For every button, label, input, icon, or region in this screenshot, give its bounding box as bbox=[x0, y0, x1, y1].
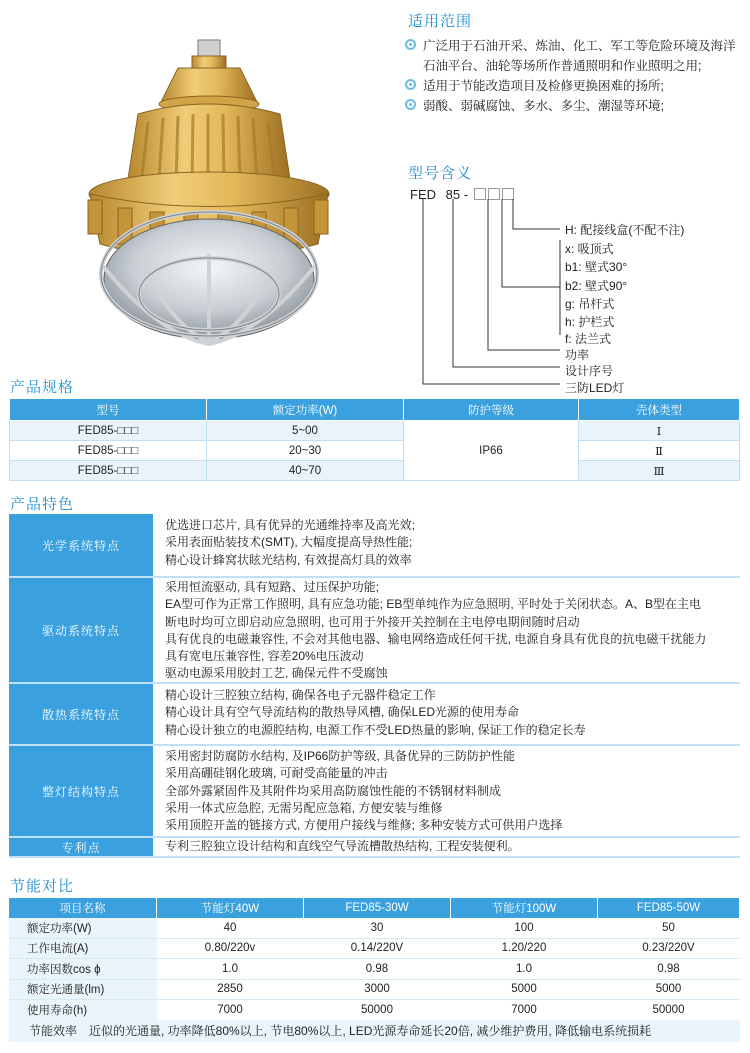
legend-h: H: 配接线盒(不配不注) bbox=[565, 223, 685, 237]
feature-label-patent: 专利点 bbox=[9, 838, 153, 856]
col-header: 节能灯100W bbox=[451, 898, 598, 918]
table-header bbox=[10, 399, 740, 421]
feature-label-thermal: 散热系统特点 bbox=[9, 684, 153, 744]
model-code: FED 85 - bbox=[410, 187, 514, 202]
legend-design: 设计序号 bbox=[565, 364, 614, 378]
table-row: FED85-□□□ 20~30 Ⅱ bbox=[10, 441, 740, 461]
specs-table bbox=[9, 398, 740, 481]
protection-cell: IP66 bbox=[404, 421, 579, 481]
list-item: 弱酸、弱碱腐蚀、多水、多尘、潮湿等环境; bbox=[405, 96, 745, 116]
scope-title: 适用范围 bbox=[408, 13, 473, 30]
list-item: 广泛用于石油开采、炼油、化工、军工等危险环境及海洋石油平台、油轮等场所作普通照明和作业照明之用; bbox=[405, 36, 745, 76]
list-item: 适用于节能改造项目及检修更换困难的扬所; bbox=[405, 76, 745, 96]
feature-label-structure: 整灯结构特点 bbox=[9, 746, 153, 836]
features-title: 产品特色 bbox=[10, 496, 75, 513]
circle-bullet-icon bbox=[405, 39, 416, 50]
table-row: FED85-□□□ 5~00 IP66 Ⅰ bbox=[10, 421, 740, 441]
col-header: 壳体类型 bbox=[579, 399, 740, 421]
feature-label-driver: 驱动系统特点 bbox=[9, 578, 153, 682]
col-header: FED85-30W bbox=[304, 898, 451, 918]
specs-title: 产品规格 bbox=[10, 379, 75, 396]
legend-f: f: 法兰式 bbox=[565, 332, 612, 346]
col-header: 防护等级 bbox=[404, 399, 579, 421]
table-row: 功率因数cos ϕ 1.0 0.98 1.0 0.98 bbox=[9, 959, 740, 980]
circle-bullet-icon bbox=[405, 79, 416, 90]
comparison-title: 节能对比 bbox=[10, 878, 75, 895]
comparison-footer bbox=[9, 1020, 740, 1042]
table-row: 使用寿命(h) 7000 50000 7000 50000 bbox=[9, 1000, 740, 1021]
feature-text-structure: 采用密封防腐防水结构, 及IP66防护等级, 具备优异的三防防护性能 采用高硼硅钢化玻璃, 可耐受高能量的冲击 全部外露紧固件及其附件均采用高防腐蚀性能的不锈钢材料制成 采用一体式应急腔, 无需另配应急箱, 方便安装与维修 采用顶腔开盖的链接方式, 方便用户接线与维修; 多种安装方式可供用户选择 bbox=[165, 749, 563, 833]
legend-led: 三防LED灯 bbox=[565, 381, 625, 395]
legend-b2: b2: 壁式90° bbox=[565, 279, 628, 293]
feature-label-optical: 光学系统特点 bbox=[9, 514, 153, 576]
legend-power: 功率 bbox=[565, 348, 590, 362]
col-header: 型号 bbox=[10, 399, 207, 421]
comparison-table bbox=[9, 898, 740, 1021]
legend-b1: b1: 壁式30° bbox=[565, 260, 628, 274]
table-row: 额定光通量(lm) 2850 3000 5000 5000 bbox=[9, 979, 740, 1000]
table-row: FED85-□□□ 40~70 Ⅲ bbox=[10, 461, 740, 481]
footer-label: 节能效率 bbox=[29, 1024, 78, 1038]
feature-text-thermal: 精心设计三腔独立结构, 确保各电子元器件稳定工作 精心设计具有空气导流结构的散热导风槽, 确保LED光源的使用寿命 精心设计独立的电源腔结构, 电源工作不受LED热量的影响, 保证工作的稳定长寿 bbox=[165, 688, 586, 737]
table-header bbox=[9, 898, 740, 918]
scope-list bbox=[405, 36, 745, 116]
table-row: 工作电流(A) 0.80/220v 0.14/220V 1.20/220 0.23/220V bbox=[9, 938, 740, 959]
col-header: 额定功率(W) bbox=[207, 399, 404, 421]
feature-text-optical: 优选进口芯片, 具有优异的光通维持率及高光效; 采用表面贴装技术(SMT), 大幅度提高导热性能; 精心设计蜂窝状眩光结构, 有效提高灯具的效率 bbox=[165, 518, 416, 567]
footer-text: 近似的光通量, 功率降低80%以上, 节电80%以上, LED光源寿命延长20倍, 减少维护费用, 降低输电系统损耗 bbox=[89, 1024, 652, 1038]
legend-g: g: 吊杆式 bbox=[565, 297, 615, 311]
legend-x: x: 吸顶式 bbox=[565, 242, 614, 256]
col-header: 项目名称 bbox=[9, 898, 157, 918]
model-title: 型号含义 bbox=[408, 165, 473, 182]
product-image bbox=[8, 4, 388, 374]
legend-h2: h: 护栏式 bbox=[565, 315, 615, 329]
feature-text-patent: 专利三腔独立设计结构和直线空气导流槽散热结构, 工程安装便利。 bbox=[165, 839, 520, 853]
table-row: 额定功率(W) 40 30 100 50 bbox=[9, 918, 740, 938]
col-header: 节能灯40W bbox=[157, 898, 304, 918]
feature-text-driver: 采用恒流驱动, 具有短路、过压保护功能; EA型可作为正常工作照明, 具有应急功能; EB型单纯作为应急照明, 平时处于关闭状态。A、B型在主电 断电时均可立即启动应急照明, 也可用于外接开关控制在主电停电期间随时启动 具有优良的电磁兼容性, 不会对其他电器、输电网络造成任何干扰, 电源自身具有优良的抗电磁干扰能力 具有宽电压兼容性, 容差20%电压波动 驱动电源采用胶封工艺, 确保元件不受腐蚀 bbox=[165, 580, 707, 681]
col-header: FED85-50W bbox=[598, 898, 740, 918]
circle-bullet-icon bbox=[405, 99, 416, 110]
divider bbox=[9, 856, 740, 858]
